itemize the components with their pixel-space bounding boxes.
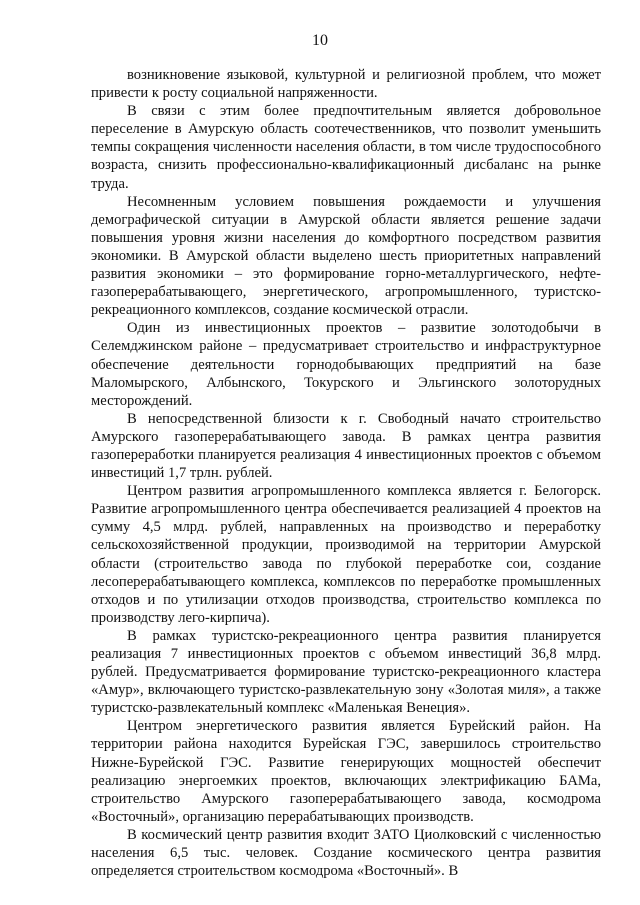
paragraph: В непосредственной близости к г. Свободный начато строительство Амурского газоперерабатывающего завода. В рамках центра развития газопереработки планируется реализация 4 инвестиционных проектов с объемом инвестиций 1,7 трлн. рублей. (91, 410, 601, 482)
page-number: 10 (312, 32, 328, 49)
paragraph: Несомненным условием повышения рождаемости и улучшения демографической ситуации в Амурской области является решение задачи повышения уровня жизни населения до комфортного посредством развития экономики. В Амурской области выделено шесть приоритетных направлений развития экономики – это формирование горно-металлургического, нефте-газоперерабатывающего, энергетического, агропромышленного, туристско-рекреационного комплексов, создание космической отрасли. (91, 193, 601, 319)
paragraph: В связи с этим более предпочтительным является добровольное переселение в Амурскую область соотечественников, что позволит уменьшить темпы сокращения численности населения области, в том числе трудоспособного возраста, снизить профессионально-квалификационный дисбаланс на рынке труда. (91, 103, 601, 192)
paragraph: В космический центр развития входит ЗАТО Циолковский с численностью населения 6,5 тыс. человек. Создание космического центра развития определяется строительством космодрома «Восточный». В (91, 826, 601, 880)
paragraph: В рамках туристско-рекреационного центра развития планируется реализация 7 инвестиционных проектов с объемом инвестиций 36,8 млрд. рублей. Предусматривается формирование туристско-рекреационного кластера «Амур», включающего туристско-развлекательную зону «Золотая миля», а также туристско-развлекательный комплекс «Маленькая Венеция». (91, 627, 601, 717)
paragraph: Центром развития агропромышленного комплекса является г. Белогорск. Развитие агропромышленного центра обеспечивается реализацией 4 проектов на сумму 4,5 млрд. рублей, направленных на производство и переработку сельскохозяйственной продукции, производимой на территории Амурской области (строительство завода по глубокой переработке сои, создание лесоперерабатывающего комплекса, комплексов по переработке промышленных отходов и по утилизации отходов производства, строительство комплекса по производству лего-кирпича). (91, 483, 601, 626)
paragraph: возникновение языковой, культурной и религиозной проблем, что может привести к росту социальной напряженности. (91, 67, 601, 102)
body-text (91, 66, 601, 880)
paragraph: Центром энергетического развития является Бурейский район. На территории района находится Бурейская ГЭС, завершилось строительство Нижне-Бурейской ГЭС. Развитие генерирующих мощностей обеспечит реализацию энергоемких проектов, включающих электрификацию БАМа, строительство Амурского газоперерабатывающего завода, космодрома «Восточный», организацию перерабатывающих производств. (91, 718, 601, 825)
paragraph: Один из инвестиционных проектов – развитие золотодобычи в Селемджинском районе – предусматривает строительство и инфраструктурное обеспечение деятельности горнодобывающих предприятий на базе Маломырского, Албынского, Токурского и Эльгинского золоторудных месторождений. (91, 320, 601, 409)
